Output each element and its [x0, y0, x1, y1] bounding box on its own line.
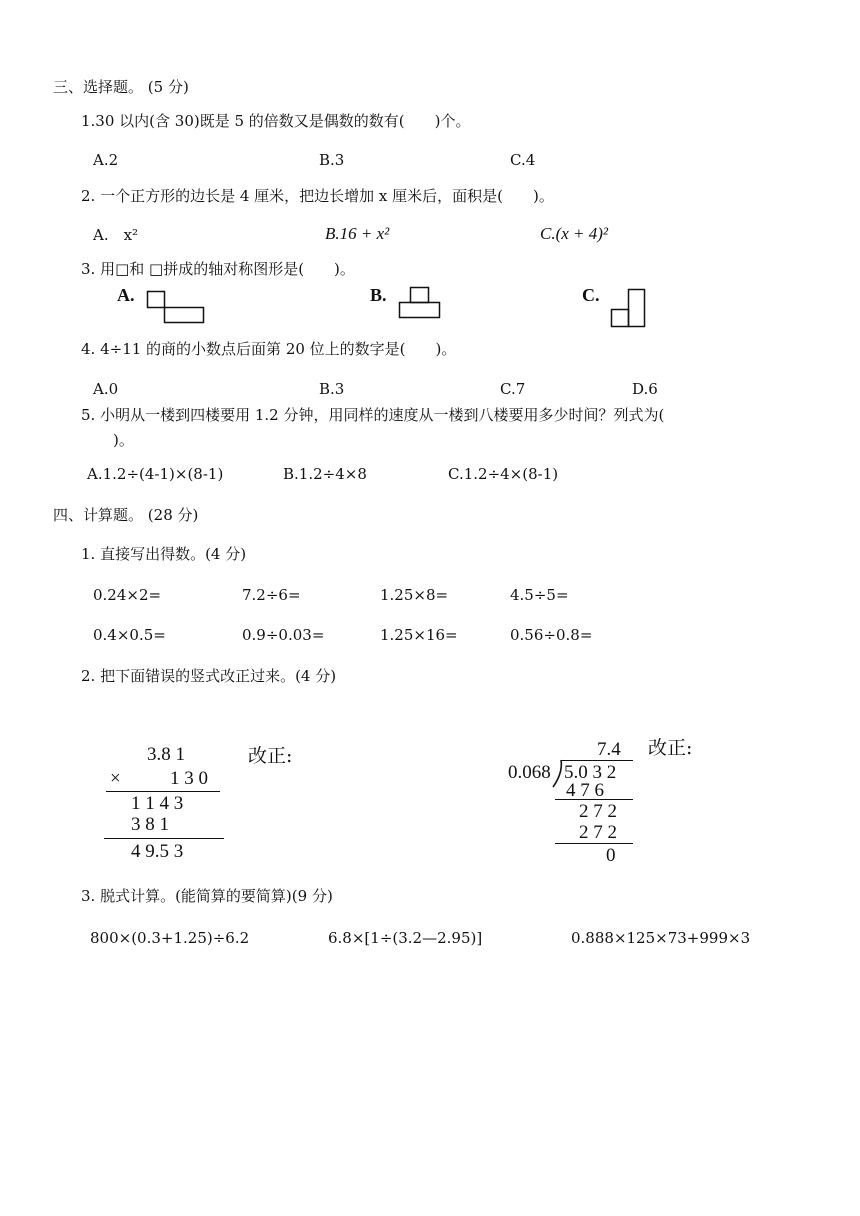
- question-5-text-line1: 5. 小明从一楼到四楼要用 1.2 分钟，用同样的速度从一楼到八楼要用多少时间？列式为(: [81, 406, 665, 424]
- mental-calc-item: 1.25×8=: [380, 586, 449, 604]
- part-3-text: 3. 脱式计算。(能简算的要简算)(9 分): [81, 887, 333, 905]
- mult-top-number: 3.8 1: [147, 744, 185, 765]
- question-5-text-line2: )。: [113, 431, 134, 449]
- div-remainder: 0: [606, 845, 616, 866]
- div-dividend: 5.0 3 2: [564, 762, 617, 783]
- mental-calc-item: 1.25×16=: [380, 626, 458, 644]
- div-step-1: 4 7 6: [566, 780, 604, 801]
- mental-calc-item: 4.5÷5=: [510, 586, 569, 604]
- q3-option-a-figure: [146, 290, 208, 326]
- div-rule-1: [555, 799, 633, 800]
- q5-option-a: A.1.2÷(4-1)×(8-1): [87, 465, 224, 483]
- mental-calc-item: 7.2÷6=: [242, 586, 301, 604]
- q1-option-a: A.2: [93, 151, 119, 169]
- div-step-3: 2 7 2: [579, 822, 617, 843]
- mental-calc-item: 0.56÷0.8=: [510, 626, 593, 644]
- mult-partial-1: 1 1 4 3: [131, 793, 184, 814]
- section-3-title: 三、选择题。: [53, 78, 144, 96]
- div-rule-2: [555, 843, 633, 844]
- stepwise-calc-item: 6.8×[1÷(3.2—2.95)]: [328, 929, 483, 947]
- part-2-text: 2. 把下面错误的竖式改正过来。(4 分): [81, 667, 337, 685]
- q2-option-a: A. x²: [93, 226, 139, 244]
- q4-option-a: A.0: [93, 380, 119, 398]
- mental-calc-item: 0.24×2=: [93, 586, 162, 604]
- stepwise-calc-item: 800×(0.3+1.25)÷6.2: [90, 929, 250, 947]
- q4-option-b: B.3: [319, 380, 345, 398]
- q5-option-c: C.1.2÷4×(8-1): [448, 465, 559, 483]
- div-step-2: 2 7 2: [579, 801, 617, 822]
- div-top-bar: [561, 760, 633, 761]
- q4-option-c: C.7: [500, 380, 526, 398]
- q2-option-c: C.(x + 4)²: [540, 224, 609, 243]
- q3-option-c-figure: [610, 288, 648, 330]
- fix-label-right: 改正:: [648, 737, 693, 759]
- fix-label-left: 改正:: [248, 745, 293, 767]
- question-3-text: 3. 用□和 □拼成的轴对称图形是( )。: [81, 260, 355, 278]
- q5-option-b: B.1.2÷4×8: [283, 465, 367, 483]
- mult-sign: ×: [110, 768, 121, 789]
- mult-result: 4 9.5 3: [131, 841, 184, 862]
- q4-option-d: D.6: [632, 380, 658, 398]
- section-3-heading: [53, 77, 189, 97]
- mult-multiplier: 1 3 0: [170, 768, 208, 789]
- div-quotient: 7.4: [597, 739, 621, 760]
- mult-rule-2: [104, 838, 224, 839]
- question-4-text: 4. 4÷11 的商的小数点后面第 20 位上的数字是( )。: [81, 340, 457, 358]
- mult-rule-1: [106, 791, 220, 792]
- question-2-text: 2. 一个正方形的边长是 4 厘米，把边长增加 x 厘米后，面积是( )。: [81, 187, 554, 205]
- q3-option-a-label: A.: [117, 285, 135, 305]
- q1-option-b: B.3: [319, 151, 345, 169]
- section-4-heading: [53, 505, 198, 525]
- q3-option-c-label: C.: [582, 285, 600, 305]
- q3-option-b-label: B.: [370, 285, 387, 305]
- mult-partial-2: 3 8 1: [131, 814, 169, 835]
- section-3-score: (5 分): [147, 78, 189, 96]
- div-divisor: 0.068: [508, 762, 551, 783]
- question-1-text: 1.30 以内(含 30)既是 5 的倍数又是偶数的数有( )个。: [81, 112, 471, 130]
- mental-calc-item: 0.4×0.5=: [93, 626, 166, 644]
- q2-option-b: B.16 + x²: [325, 224, 390, 243]
- section-4-title: 四、计算题。: [53, 506, 144, 524]
- q3-option-b-figure: [398, 286, 442, 322]
- q1-option-c: C.4: [510, 151, 536, 169]
- part-1-text: 1. 直接写出得数。(4 分): [81, 545, 247, 563]
- mental-calc-item: 0.9÷0.03=: [242, 626, 325, 644]
- section-4-score: (28 分): [147, 506, 199, 524]
- stepwise-calc-item: 0.888×125×73+999×3: [571, 929, 751, 947]
